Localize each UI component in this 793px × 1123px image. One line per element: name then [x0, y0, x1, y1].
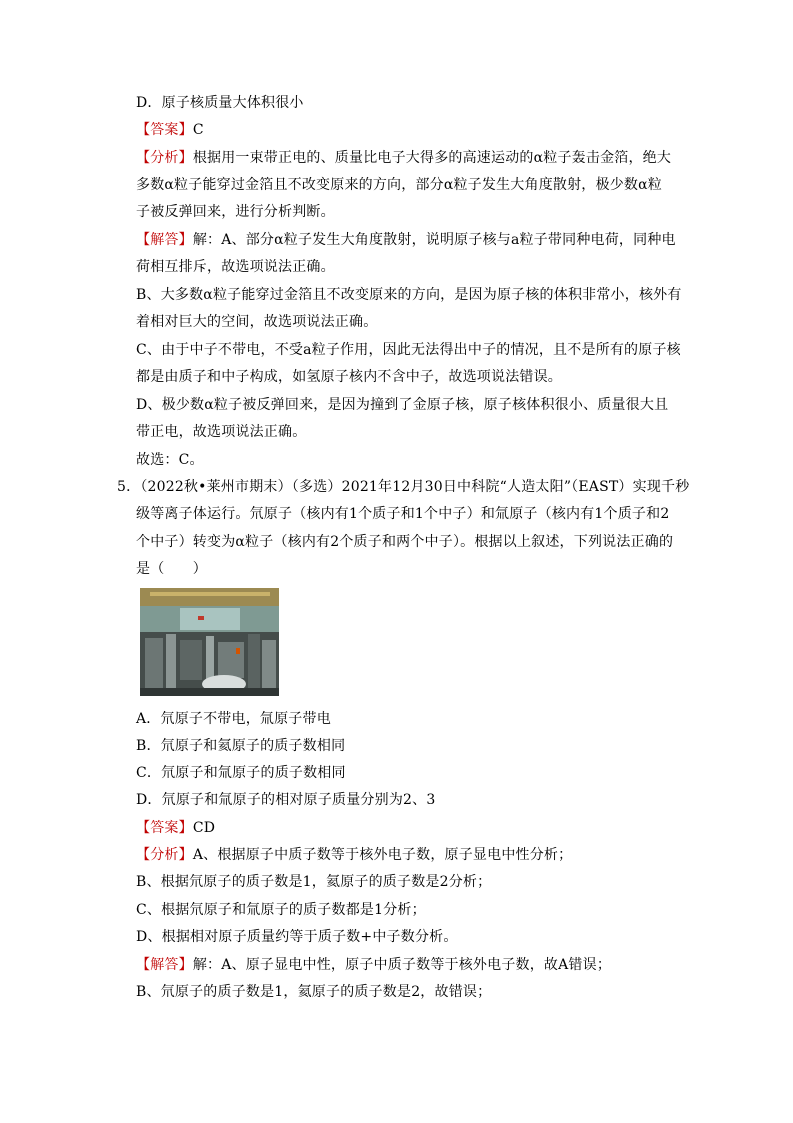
analysis-line — [136, 145, 671, 172]
question-5-line-2: 级等离子体运行。氘原子（核内有1个质子和1个中子）和氚原子（核内有1个质子和2 — [136, 506, 670, 522]
analysis-line-q5 — [136, 842, 572, 869]
solution-line-q5 — [136, 952, 611, 979]
question-text: （2022秋•莱州市期末）（多选）2021年12月30日中科院“人造太阳”（EAST）实现千秒 — [140, 479, 690, 495]
answer-value: C — [192, 122, 204, 138]
analysis-line-2: 多数α粒子能穿过金箔且不改变原来的方向，部分α粒子发生大角度散射，极少数α粒 — [136, 177, 662, 193]
question-5-line-4: 是（ ） — [136, 561, 207, 577]
analysis-text-2: A、根据原子中质子数等于核外电子数，原子显电中性分析； — [192, 847, 573, 863]
analysis-q5-c: C、根据氘原子和氚原子的质子数都是1分析； — [136, 902, 426, 918]
solution-line-c1: C、由于中子不带电，不受a粒子作用，因此无法得出中子的情况，且不是所有的原子核 — [136, 342, 681, 358]
solution-line — [136, 227, 676, 254]
answer-line-2 — [136, 815, 215, 842]
analysis-text: 根据用一束带正电的、质量比电子大得多的高速运动的α粒子轰击金箔，绝大 — [192, 150, 672, 166]
analysis-q5-d: D、根据相对原子质量约等于质子数+中子数分析。 — [136, 929, 458, 945]
solution-tag-2: 【解答】 — [136, 957, 193, 973]
analysis-line-3: 子被反弹回来，进行分析判断。 — [136, 204, 335, 220]
solution-line-d1: D、极少数α粒子被反弹回来，是因为撞到了金原子核，原子核体积很小、质量很大且 — [136, 397, 669, 413]
solution-tag: 【解答】 — [136, 232, 193, 248]
question-number: 5． — [117, 479, 141, 495]
solution-line-c2: 都是由质子和中子构成，如氢原子核内不含中子，故选项说法错误。 — [136, 369, 562, 385]
solution-q5-b: B、氘原子的质子数是1，氦原子的质子数是2，故错误； — [136, 984, 492, 1000]
option-a: A．氘原子不带电，氚原子带电 — [136, 711, 331, 727]
answer-value-2: CD — [192, 820, 216, 836]
option-b: B．氘原子和氦原子的质子数相同 — [136, 738, 346, 754]
analysis-q5-b: B、根据氘原子的质子数是1，氦原子的质子数是2分析； — [136, 874, 492, 890]
question-5-line-3: 个中子）转变为α粒子（核内有2个质子和两个中子）。根据以上叙述，下列说法正确的 — [136, 534, 674, 550]
option-d: D．氘原子和氚原子的相对原子质量分别为2、3 — [136, 792, 436, 808]
answer-tag: 【答案】 — [136, 122, 193, 138]
question-5-line-1 — [117, 474, 689, 501]
solution-text: 解：A、部分α粒子发生大角度散射，说明原子核与a粒子带同种电荷，同种电 — [192, 232, 676, 248]
option-d-prev: D．原子核质量大体积很小 — [136, 95, 304, 111]
answer-tag-2: 【答案】 — [136, 820, 193, 836]
analysis-tag-2: 【分析】 — [136, 847, 193, 863]
solution-text-2: 解：A、原子显电中性，原子中质子数等于核外电子数，故A错误； — [192, 957, 612, 973]
answer-line — [136, 117, 204, 144]
analysis-tag: 【分析】 — [136, 150, 193, 166]
option-c: C．氘原子和氚原子的质子数相同 — [136, 765, 346, 781]
east-facility-photo — [140, 588, 279, 696]
solution-line-b2: 着相对巨大的空间，故选项说法正确。 — [136, 314, 378, 330]
solution-line-b1: B、大多数α粒子能穿过金箔且不改变原来的方向，是因为原子核的体积非常小，核外有 — [136, 287, 682, 303]
solution-line-2: 荷相互排斥，故选项说法正确。 — [136, 259, 335, 275]
final-choice: 故选：C。 — [136, 452, 204, 468]
solution-line-d2: 带正电，故选项说法正确。 — [136, 424, 307, 440]
